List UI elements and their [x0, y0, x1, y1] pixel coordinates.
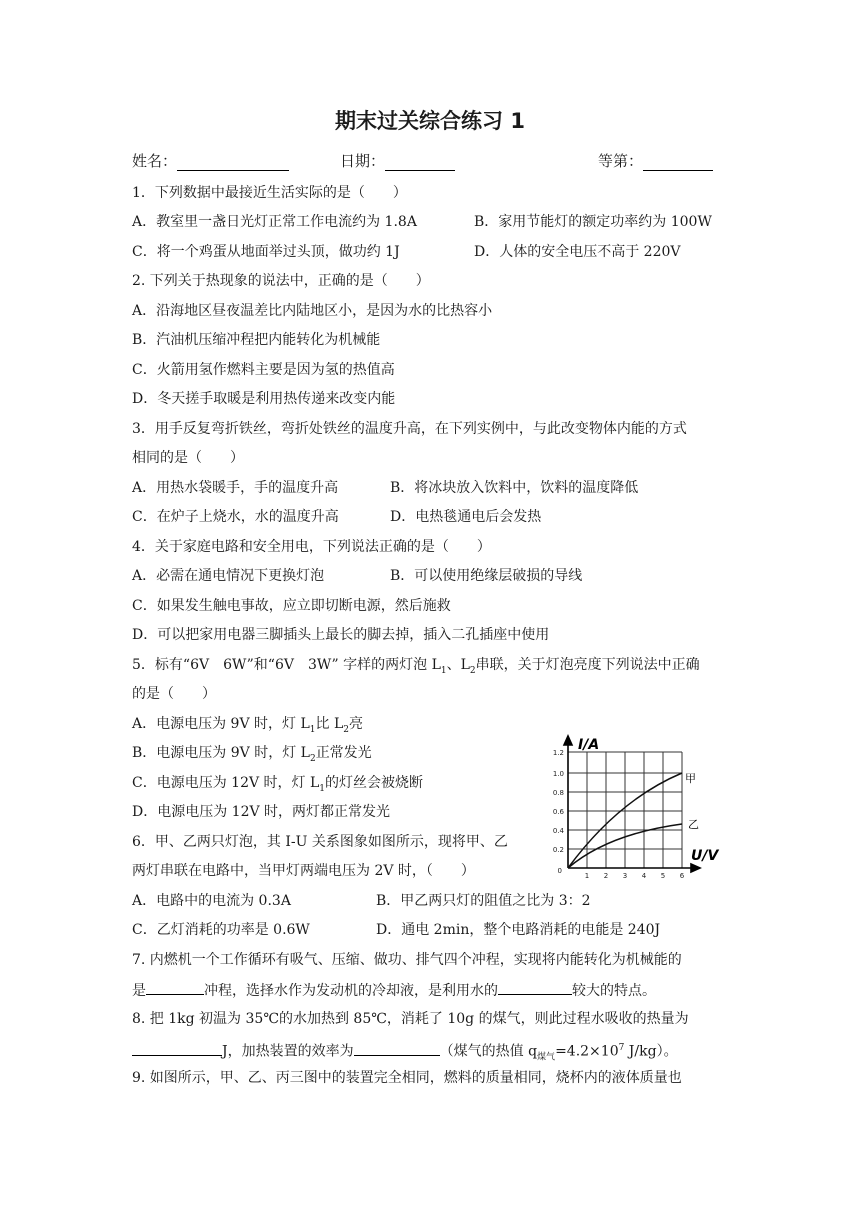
question-2-option-a: A．沿海地区昼夜温差比内陆地区小，是因为水的比热容小: [132, 303, 493, 319]
subscript-1: 1: [319, 783, 326, 794]
answer-blank: [354, 1041, 440, 1056]
grade-field: [598, 150, 713, 171]
x-axis-label: U/V: [691, 848, 719, 864]
y-tick-label: 0.6: [552, 808, 564, 816]
option-c-text-2: 的灯丝会被烧断: [325, 775, 424, 791]
option-a-text-2: 比 L: [315, 716, 344, 732]
question-1-option-a: A．教室里一盏日光灯正常工作电流约为 1.8A: [132, 214, 417, 230]
question-5-line-1: [132, 656, 700, 680]
question-4: 4．关于家庭电路和安全用电，下列说法正确的是（ ）: [132, 539, 491, 555]
question-6-option-d: D．通电 2min，整个电路消耗的电能是 240J: [376, 922, 661, 938]
option-b-text-2: 正常发光: [315, 745, 372, 761]
question-7-line-2: [132, 980, 656, 1000]
question-6-option-b: B．甲乙两只灯的阻值之比为 3：2: [376, 893, 591, 909]
question-5-text-a: 5．标有“6V 6W”和“6V 3W” 字样的两灯泡 L: [132, 657, 441, 673]
question-7-text-c: 较大的特点。: [572, 983, 656, 999]
question-4-option-d: D．可以把家用电器三脚插头上最长的脚去掉，插入二孔插座中使用: [132, 627, 550, 643]
question-5-line-2: 的是（ ）: [132, 686, 216, 702]
question-8-text-a: J，加热装置的效率为: [222, 1043, 354, 1060]
x-tick-label: 5: [660, 872, 666, 880]
question-7-text-a: 是: [132, 983, 146, 999]
y-tick-label: 0.2: [552, 846, 564, 854]
option-a-text-3: 亮: [349, 716, 363, 732]
question-3-option-d: D．电热毯通电后会发热: [390, 509, 542, 525]
grade-blank: [643, 154, 713, 171]
question-5-option-c: [132, 774, 423, 798]
question-5-text-b: 、L: [446, 657, 470, 673]
superscript-7: 7: [618, 1043, 625, 1053]
question-4-option-c: C．如果发生触电事故，应立即切断电源，然后施救: [132, 598, 451, 614]
question-8-text-c: =4.2×10: [555, 1043, 619, 1060]
question-5-option-d: D．电源电压为 12V 时，两灯都正常发光: [132, 804, 391, 820]
question-4-option-a: A．必需在通电情况下更换灯泡: [132, 568, 325, 584]
origin-label: 0: [557, 867, 562, 875]
y-tick-label: 1.2: [552, 749, 564, 757]
question-8-text-b: （煤气的热值 q: [439, 1043, 538, 1060]
y-axis-label: I/A: [578, 737, 600, 753]
option-c-text-1: C．电源电压为 12V 时，灯 L: [132, 775, 320, 791]
date-blank: [385, 154, 455, 171]
question-9-line-1: 9. 如图所示，甲、乙、丙三图中的装置完全相同，燃料的质量相同，烧杯内的液体质量也: [132, 1070, 682, 1086]
subscript-2: 2: [343, 724, 349, 735]
question-8-text-d: J/kg）。: [624, 1043, 678, 1060]
question-2-option-c: C．火箭用氢作燃料主要是因为氢的热值高: [132, 362, 395, 378]
question-6-line-2: 两灯串联在电路中，当甲灯两端电压为 2V 时，（ ）: [132, 863, 475, 879]
y-tick-label: 0.8: [552, 789, 564, 797]
question-8-line-1: 8. 把 1kg 初温为 35℃的水加热到 85℃，消耗了 10g 的煤气，则此过程水吸收的热量为: [132, 1011, 689, 1027]
question-3-line-1: 3．用手反复弯折铁丝，弯折处铁丝的温度升高，在下列实例中，与此改变物体内能的方式: [132, 421, 687, 437]
question-3-line-2: 相同的是（ ）: [132, 450, 244, 466]
question-5-option-a: [132, 715, 363, 739]
date-field: [340, 150, 455, 171]
x-tick-label: 1: [584, 872, 590, 880]
question-1-option-b: B．家用节能灯的额定功率约为 100W: [474, 214, 712, 230]
x-tick-label: 3: [622, 872, 628, 880]
question-5-text-c: 串联，关于灯泡亮度下列说法中正确: [475, 657, 700, 673]
subscript-coal-gas: 煤气: [537, 1052, 556, 1063]
subscript-2: 2: [469, 665, 476, 676]
question-6-line-1: 6．甲、乙两只灯泡，其 I-U 关系图象如图所示，现将甲、乙: [132, 834, 508, 850]
question-1-option-d: D．人体的安全电压不高于 220V: [474, 244, 681, 260]
question-2: 2. 下列关于热现象的说法中，正确的是（ ）: [132, 273, 430, 289]
name-field: [132, 150, 289, 171]
question-5-option-b: [132, 744, 372, 768]
name-label: 姓名：: [132, 152, 178, 170]
question-3-option-b: B．将冰块放入饮料中，饮料的温度降低: [390, 480, 639, 496]
question-7-text-b: 冲程，选择水作为发动机的冷却液，是利用水的: [204, 983, 498, 999]
iu-graph: [548, 732, 728, 882]
question-2-option-b: B．汽油机压缩冲程把内能转化为机械能: [132, 332, 381, 348]
question-3-option-c: C．在炉子上烧水，水的温度升高: [132, 509, 339, 525]
question-6-option-c: C．乙灯消耗的功率是 0.6W: [132, 922, 310, 938]
x-tick-label: 6: [679, 872, 685, 880]
question-4-option-b: B．可以使用绝缘层破损的导线: [390, 568, 583, 584]
question-8-line-2: [132, 1039, 678, 1066]
date-label: 日期：: [340, 152, 386, 170]
subscript-1: 1: [309, 724, 316, 735]
curve-label-jia: 甲: [685, 772, 696, 785]
question-1-option-c: C．将一个鸡蛋从地面举过头顶，做功约 1J: [132, 244, 400, 260]
option-a-text-1: A．电源电压为 9V 时，灯 L: [132, 716, 310, 732]
y-axis-arrow: [564, 736, 572, 745]
grade-label: 等第：: [598, 152, 644, 170]
question-7-line-1: 7. 内燃机一个工作循环有吸气、压缩、做功、排气四个冲程，实现将内能转化为机械能的: [132, 952, 682, 968]
y-tick-label: 1.0: [552, 770, 564, 778]
subscript-2: 2: [309, 753, 316, 764]
question-3-option-a: A．用热水袋暖手，手的温度升高: [132, 480, 339, 496]
name-blank: [177, 154, 289, 171]
x-axis-arrow: [691, 864, 700, 872]
y-tick-label: 0.4: [552, 827, 564, 835]
page-title: 期末过关综合练习 1: [335, 109, 525, 133]
answer-blank: [132, 1041, 222, 1056]
option-b-text-1: B．电源电压为 9V 时，灯 L: [132, 745, 310, 761]
answer-blank: [498, 980, 572, 995]
question-2-option-d: D．冬天搓手取暖是利用热传递来改变内能: [132, 391, 396, 407]
question-6-option-a: A．电路中的电流为 0.3A: [132, 893, 291, 909]
curve-label-yi: 乙: [688, 818, 699, 831]
subscript-1: 1: [440, 665, 447, 676]
x-tick-label: 2: [603, 872, 609, 880]
question-1: 1．下列数据中最接近生活实际的是（ ）: [132, 185, 407, 201]
x-tick-label: 4: [641, 872, 647, 880]
answer-blank: [146, 980, 204, 995]
